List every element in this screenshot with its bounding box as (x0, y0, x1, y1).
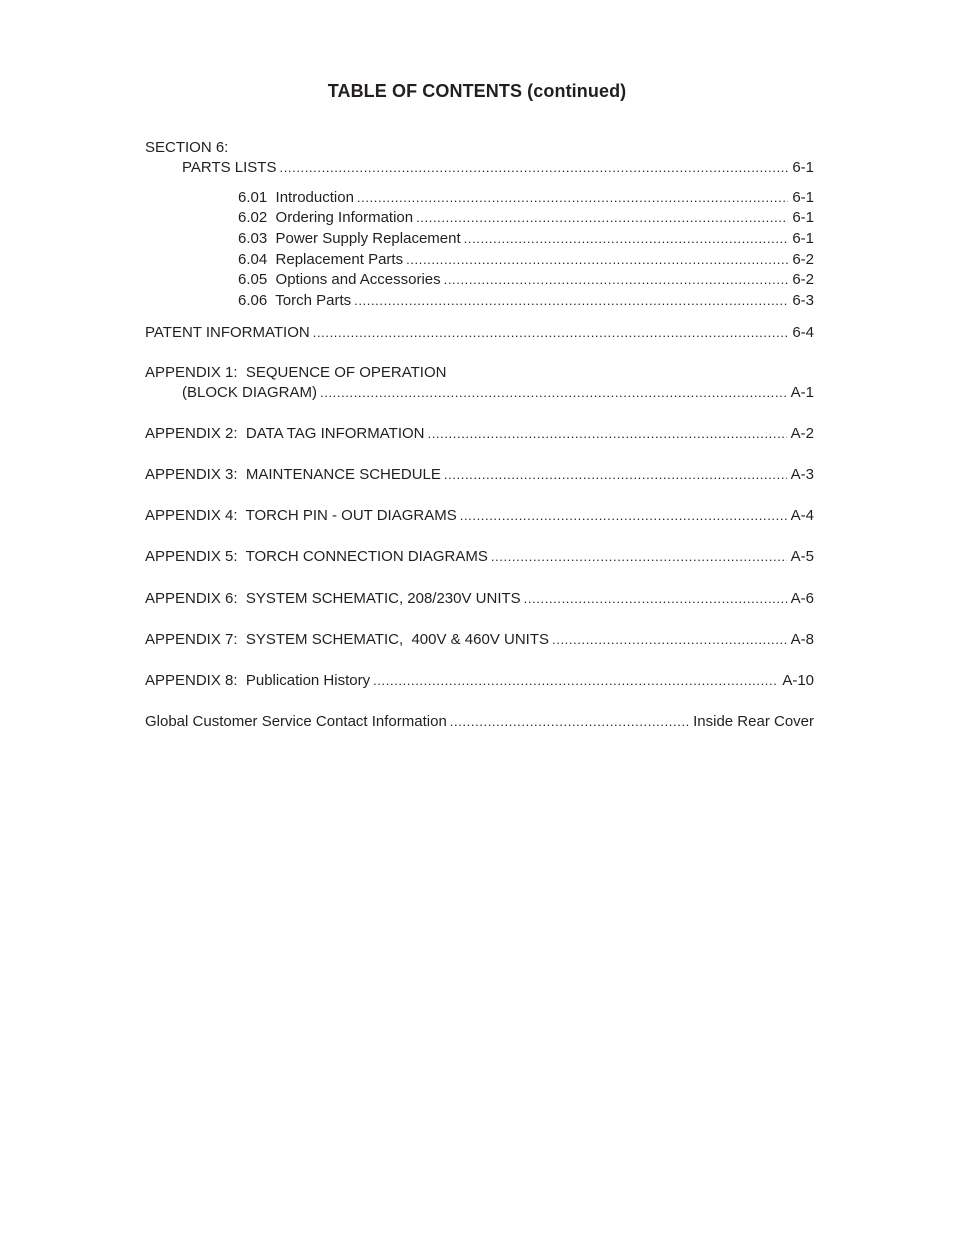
toc-entry-label: 6.04 Replacement Parts (238, 250, 406, 270)
dot-leader (444, 270, 789, 290)
toc-entry[interactable] (145, 208, 814, 228)
toc-entry-patent[interactable] (145, 323, 814, 343)
toc-entry-page: Inside Rear Cover (693, 713, 814, 730)
toc-entry[interactable] (145, 270, 814, 290)
toc-entry-page: 6-1 (792, 209, 814, 226)
toc-entry-page: A-8 (790, 631, 814, 648)
section-heading-label: SECTION 6: (145, 139, 229, 156)
toc-entry-page: 6-2 (792, 271, 814, 288)
dot-leader (354, 291, 788, 311)
dot-leader (428, 424, 787, 444)
toc-entry-label: (BLOCK DIAGRAM) (182, 383, 320, 403)
toc-entry-label: 6.06 Torch Parts (238, 291, 354, 311)
toc-entry-label: APPENDIX 5: TORCH CONNECTION DIAGRAMS (145, 547, 491, 567)
toc-entry-label: APPENDIX 1: SEQUENCE OF OPERATION (145, 364, 447, 381)
toc-entry-appendix[interactable] (145, 465, 814, 485)
toc-entry-label: APPENDIX 8: Publication History (145, 671, 373, 691)
dot-leader (406, 250, 788, 270)
toc-entry-page: 6-1 (792, 230, 814, 247)
dot-leader (460, 506, 787, 526)
dot-leader (450, 712, 689, 732)
toc-entry-label: 6.03 Power Supply Replacement (238, 229, 464, 249)
dot-leader (552, 630, 787, 650)
dot-leader (279, 158, 788, 178)
toc-entry-page: A-5 (790, 548, 814, 565)
dot-leader (373, 671, 778, 691)
toc-entry[interactable] (145, 250, 814, 270)
toc-entry-label: APPENDIX 3: MAINTENANCE SCHEDULE (145, 465, 444, 485)
toc-entry-page: A-6 (790, 590, 814, 607)
toc-entry-page: A-3 (790, 466, 814, 483)
toc-entry-appendix[interactable] (145, 424, 814, 444)
dot-leader (524, 589, 787, 609)
toc-entry-appendix[interactable] (145, 506, 814, 526)
toc-entry-label: APPENDIX 6: SYSTEM SCHEMATIC, 208/230V UNITS (145, 589, 524, 609)
section-heading (145, 138, 814, 158)
page-title: TABLE OF CONTENTS (continued) (327, 81, 627, 101)
toc-entry[interactable] (145, 291, 814, 311)
toc-entry-label: APPENDIX 7: SYSTEM SCHEMATIC, 400V & 460V UNITS (145, 630, 552, 650)
toc-entry-page: A-1 (790, 384, 814, 401)
toc-entry-appendix-1-heading (145, 363, 814, 383)
toc-entry-page: A-2 (790, 425, 814, 442)
toc-entry-appendix[interactable] (145, 671, 814, 691)
toc-entry-page: 6-3 (792, 292, 814, 309)
dot-leader (491, 547, 787, 567)
toc-entry-page: 6-1 (792, 189, 814, 206)
toc-entry-label: PARTS LISTS (182, 158, 279, 178)
toc-entry-page: 6-1 (792, 159, 814, 176)
toc-entry-label: APPENDIX 4: TORCH PIN - OUT DIAGRAMS (145, 506, 460, 526)
dot-leader (357, 188, 788, 208)
toc-entry-label: Global Customer Service Contact Information (145, 712, 450, 732)
toc-entry-label: 6.01 Introduction (238, 188, 357, 208)
toc-entry-appendix[interactable] (145, 589, 814, 609)
toc-entry-parts-lists[interactable] (145, 158, 814, 178)
toc-entry-appendix-1[interactable] (145, 383, 814, 403)
toc-entry[interactable] (145, 188, 814, 208)
toc-entry-page: 6-2 (792, 251, 814, 268)
toc-entry-page: 6-4 (792, 324, 814, 341)
toc-entry-page: A-4 (790, 507, 814, 524)
toc-entry[interactable] (145, 229, 814, 249)
toc-entry-page: A-10 (782, 672, 814, 689)
dot-leader (313, 323, 789, 343)
toc-entry-label: PATENT INFORMATION (145, 323, 313, 343)
dot-leader (444, 465, 787, 485)
toc-entry-appendix[interactable] (145, 630, 814, 650)
toc-entry-label: APPENDIX 2: DATA TAG INFORMATION (145, 424, 428, 444)
toc-entry-global-contact[interactable] (145, 712, 814, 732)
toc-entry-label: 6.02 Ordering Information (238, 208, 416, 228)
dot-leader (416, 208, 788, 228)
toc-entry-label: 6.05 Options and Accessories (238, 270, 444, 290)
dot-leader (320, 383, 787, 403)
dot-leader (464, 229, 789, 249)
toc-entry-appendix[interactable] (145, 547, 814, 567)
